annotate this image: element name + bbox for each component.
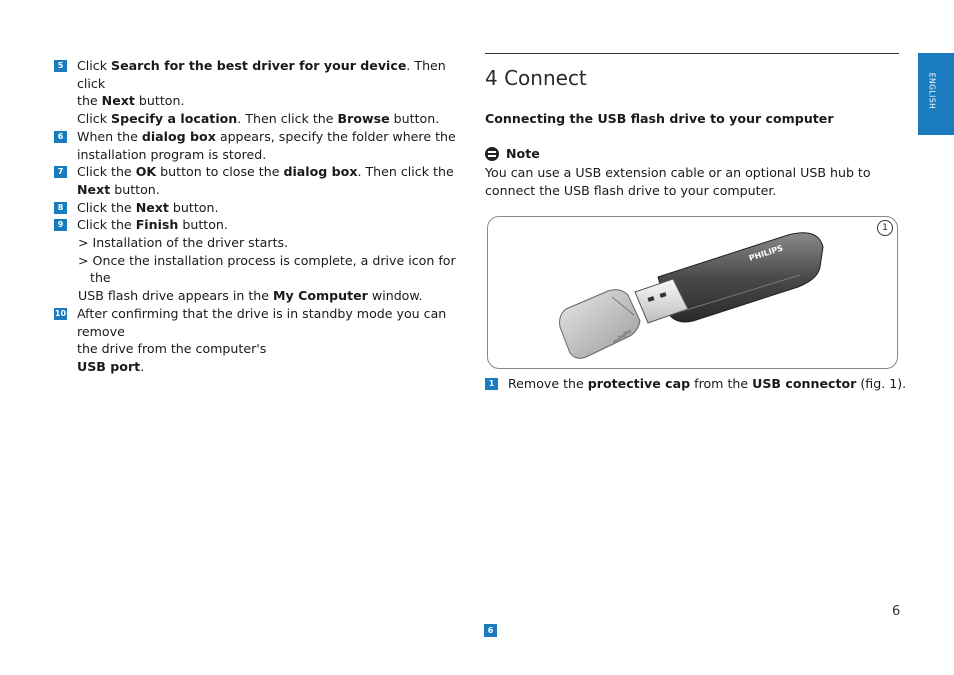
step-number-badge: 10 xyxy=(54,308,67,318)
bold-term: USB port xyxy=(77,358,141,374)
step-item xyxy=(54,57,474,128)
note-title xyxy=(485,146,540,161)
step-line xyxy=(77,128,474,146)
bold-term: Next xyxy=(101,93,135,109)
text-run: appears, specify the folder where the xyxy=(215,128,456,144)
step-item xyxy=(54,128,474,163)
bold-term: Browse xyxy=(337,111,390,127)
sub-step xyxy=(54,252,474,305)
text-run: from the xyxy=(690,376,753,391)
text-run: When the xyxy=(77,128,142,144)
step-number-badge: 9 xyxy=(54,219,67,231)
text-run: . Then click the xyxy=(237,111,338,127)
brand-text: PHILIPS xyxy=(747,243,785,263)
step-item xyxy=(54,163,474,198)
text-run: . Then click the xyxy=(357,164,454,180)
step-item xyxy=(54,305,474,376)
step-number-badge: 6 xyxy=(54,131,67,143)
text-run: Remove the xyxy=(508,376,588,391)
text-run: Click the xyxy=(77,217,136,233)
caption-step xyxy=(485,375,906,393)
caption-line xyxy=(508,375,906,393)
figure-number-label: 1 xyxy=(877,220,893,236)
sub-step-line xyxy=(78,252,474,287)
bold-term: USB connector xyxy=(752,376,857,391)
step-line xyxy=(77,110,474,128)
text-run: button. xyxy=(134,93,185,109)
step-line xyxy=(77,146,474,164)
usb-drive-illustration xyxy=(488,217,897,368)
note-icon xyxy=(485,147,499,161)
text-run: USB flash drive appears in the xyxy=(78,288,273,304)
step-line xyxy=(77,163,474,181)
text-run: button. xyxy=(389,111,440,127)
text-run: Click the xyxy=(77,164,136,180)
page-number: 6 xyxy=(892,604,901,619)
bold-term: Next xyxy=(135,199,169,215)
step-item xyxy=(54,199,474,217)
sub-step xyxy=(54,234,474,252)
bold-term: OK xyxy=(135,164,157,180)
text-run: button. xyxy=(110,181,160,197)
language-tab-label: ENGLISH xyxy=(927,72,937,110)
bold-term: Specify a location xyxy=(111,111,238,127)
step-line xyxy=(77,199,474,217)
text-run: (fig. 1). xyxy=(856,376,907,391)
sub-step-line xyxy=(78,287,474,305)
step-number-badge: 7 xyxy=(54,166,67,178)
step-line xyxy=(77,305,474,340)
text-run: Click the xyxy=(77,199,136,215)
text-run: . Then click xyxy=(77,58,446,91)
sub-step-line xyxy=(78,234,474,252)
instructions-column xyxy=(54,57,474,376)
step-line xyxy=(77,57,474,92)
page-badge: 6 xyxy=(484,624,497,637)
section-rule xyxy=(485,53,899,54)
section-subheading: Connecting the USB flash drive to your computer xyxy=(485,111,834,126)
text-run: the drive from the computer's xyxy=(77,341,267,357)
note-label: Note xyxy=(506,146,540,161)
bold-term: Search for the best driver for your device xyxy=(111,58,407,73)
bold-term: Next xyxy=(77,181,111,197)
caption-number-badge: 1 xyxy=(485,378,498,390)
text-run: Click xyxy=(77,58,112,73)
text-run: installation program is stored. xyxy=(77,146,267,162)
text-run: . xyxy=(140,358,145,374)
text-run: the xyxy=(77,93,102,109)
usb-drive-figure xyxy=(487,216,898,369)
bold-term: dialog box xyxy=(283,164,358,180)
step-line xyxy=(77,216,474,234)
bold-term: My Computer xyxy=(273,288,368,304)
step-line xyxy=(77,358,474,376)
bold-term: protective cap xyxy=(587,376,691,391)
step-number-badge: 5 xyxy=(54,60,67,72)
step-line xyxy=(77,92,474,110)
note-text: You can use a USB extension cable or an optional USB hub to connect the USB flash drive to your computer. xyxy=(485,165,871,198)
text-run: Click xyxy=(77,111,112,127)
text-run: > Installation of the driver starts. xyxy=(78,235,289,251)
text-run: button. xyxy=(178,217,228,233)
text-run: button. xyxy=(168,199,219,215)
step-line xyxy=(77,181,474,199)
section-heading: 4 Connect xyxy=(485,66,587,90)
step-line xyxy=(77,340,474,358)
bold-term: dialog box xyxy=(141,128,216,144)
text-run: After confirming that the drive is in standby mode you can remove xyxy=(77,305,447,339)
text-run: window. xyxy=(367,288,423,304)
language-tab xyxy=(918,53,954,135)
text-run: button to close the xyxy=(156,164,284,180)
bold-term: Finish xyxy=(135,217,179,233)
figure-caption xyxy=(485,375,906,393)
step-number-badge: 8 xyxy=(54,202,67,214)
text-run: > Once the installation process is complete, a drive icon for the xyxy=(78,252,456,286)
step-item xyxy=(54,216,474,234)
